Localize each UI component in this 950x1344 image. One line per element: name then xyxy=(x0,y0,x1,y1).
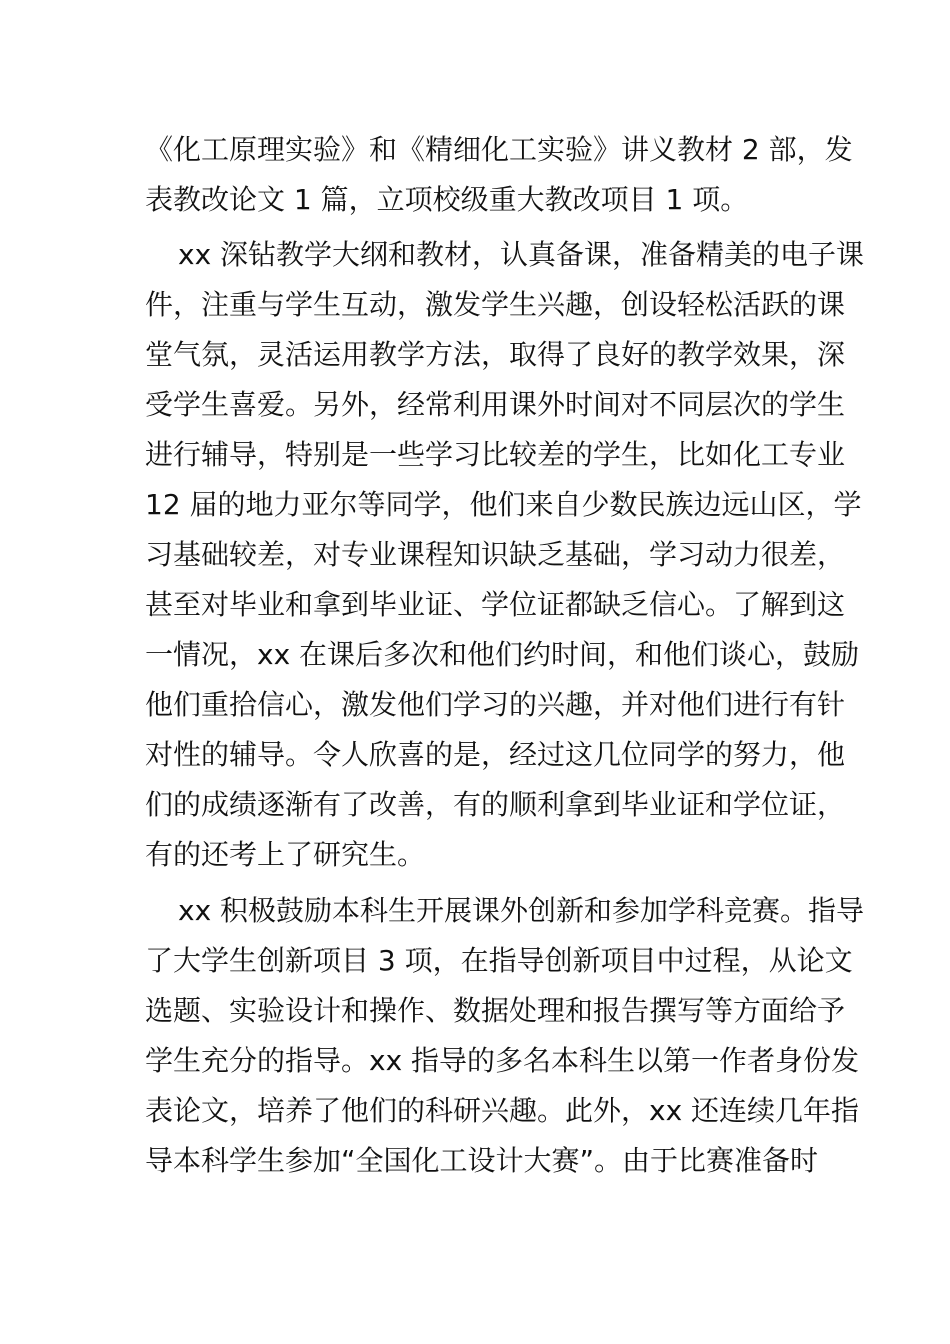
text-line: 导本科学生参加“全国化工设计大赛”。由于比赛准备时 xyxy=(145,1144,819,1177)
text-line: 表论文，培养了他们的科研兴趣。此外，xx 还连续几年指 xyxy=(145,1094,860,1127)
text-line: 他们重拾信心，激发他们学习的兴趣，并对他们进行有针 xyxy=(145,688,846,721)
text-line: 件，注重与学生互动，激发学生兴趣，创设轻松活跃的课 xyxy=(145,288,846,321)
text-line: 习基础较差，对专业课程知识缺乏基础，学习动力很差， xyxy=(145,538,846,571)
text-line: 选题、实验设计和操作、数据处理和报告撰写等方面给予 xyxy=(145,994,846,1027)
text-line: 《化工原理实验》和《精细化工实验》讲义教材 2 部，发 xyxy=(145,133,853,166)
text-line: 甚至对毕业和拿到毕业证、学位证都缺乏信心。了解到这 xyxy=(145,588,846,621)
text-line: xx 深钻教学大纲和教材，认真备课，准备精美的电子课 xyxy=(178,238,865,271)
text-line: 对性的辅导。令人欣喜的是，经过这几位同学的努力，他 xyxy=(145,738,846,771)
text-line: 表教改论文 1 篇，立项校级重大教改项目 1 项。 xyxy=(145,183,749,216)
text-line: xx 积极鼓励本科生开展课外创新和参加学科竞赛。指导 xyxy=(178,894,865,927)
text-line: 受学生喜爱。另外，经常利用课外时间对不同层次的学生 xyxy=(145,388,846,421)
text-line: 了大学生创新项目 3 项，在指导创新项目中过程，从论文 xyxy=(145,944,853,977)
text-line: 有的还考上了研究生。 xyxy=(145,838,426,871)
text-line: 12 届的地力亚尔等同学，他们来自少数民族边远山区，学 xyxy=(145,488,862,521)
text-line: 们的成绩逐渐有了改善，有的顺利拿到毕业证和学位证， xyxy=(145,788,846,821)
text-line: 学生充分的指导。xx 指导的多名本科生以第一作者身份发 xyxy=(145,1044,860,1077)
text-line: 堂气氛，灵活运用教学方法，取得了良好的教学效果，深 xyxy=(145,338,846,371)
text-line: 进行辅导，特别是一些学习比较差的学生，比如化工专业 xyxy=(145,438,846,471)
text-line: 一情况，xx 在课后多次和他们约时间，和他们谈心，鼓励 xyxy=(145,638,860,671)
